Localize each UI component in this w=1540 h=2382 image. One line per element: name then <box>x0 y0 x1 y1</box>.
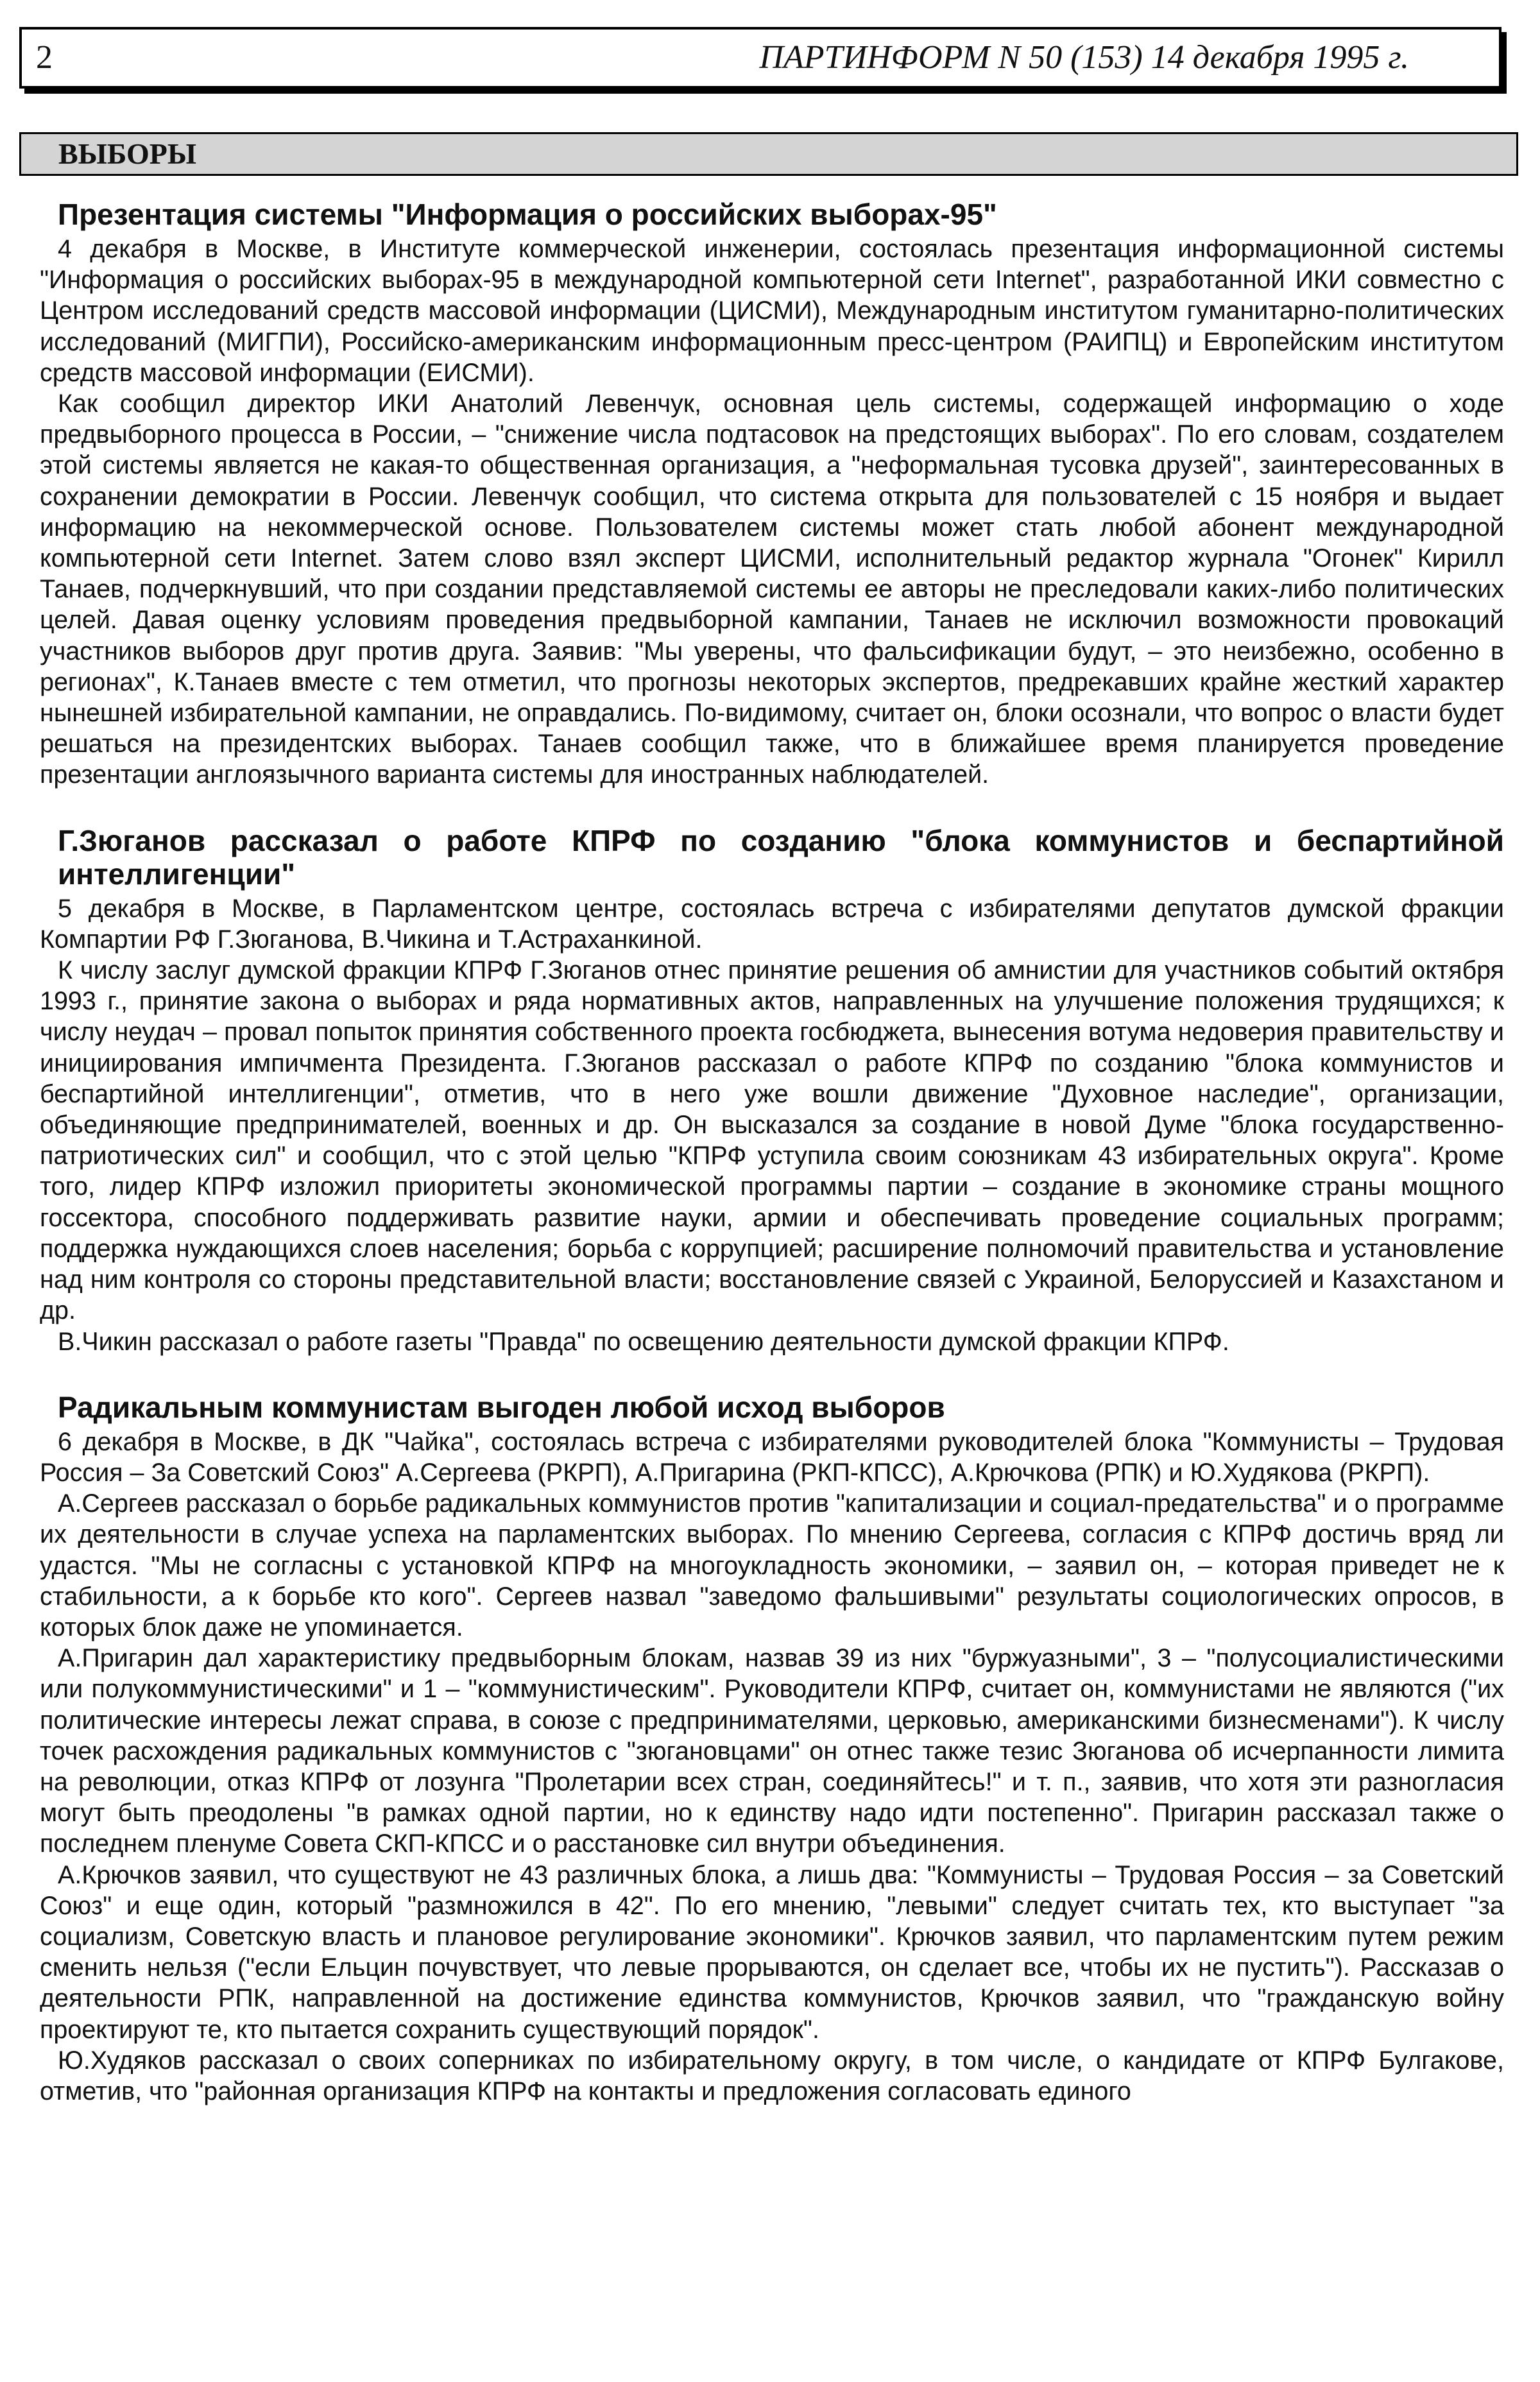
article-paragraph: А.Сергеев рассказал о борьбе радикальных коммунистов против "капитализации и социал-предательства" и о программе их деятельности в случае успеха на парламентских выборах. По мнению Сергеева, согласия с КПРФ достичь вряд ли удастся. "Мы не согласны с установкой КПРФ на многоукладность экономики, – заявил он, – которая приведет не к стабильности, а к борьбе кто кого". Сергеев назвал "заведомо фальшивыми" результаты социологических опросов, в которых блок даже не упоминается. <box>40 1489 1504 1641</box>
article-paragraph: В.Чикин рассказал о работе газеты "Правда" по освещению деятельности думской фракции КПРФ. <box>58 1327 1229 1356</box>
article-paragraph: 6 декабря в Москве, в ДК "Чайка", состоялась встреча с избирателями руководителей блока "Коммунисты – Трудовая Россия – За Советский Союз" А.Сергеева (РКРП), А.Пригарина (РКП-КПСС), А.Крючкова (РПК) и Ю.Худякова (РКРП). <box>40 1427 1504 1487</box>
article-paragraph: Ю.Худяков рассказал о своих соперниках по избирательному округу, в том числе, о кандидате от КПРФ Булгакове, отметив, что "районная организация КПРФ на контакты и предложения согласовать единого <box>40 2046 1504 2105</box>
article-headline: Радикальным коммунистам выгоден любой исход выборов <box>58 1390 945 1424</box>
article <box>40 198 1504 791</box>
article-headline: Г.Зюганов рассказал о работе КПРФ по созданию "блока коммунистов и беспартийной интеллигенции" <box>58 823 1504 891</box>
article-headline: Презентация системы "Информация о российских выборах-95" <box>58 198 997 231</box>
publication-title: ПАРТИНФОРМ N 50 (153) 14 декабря 1995 г. <box>759 39 1409 76</box>
article <box>40 1391 1504 2107</box>
article-paragraph: А.Пригарин дал характеристику предвыборным блокам, назвав 39 из них "буржуазными", 3 – "полусоциалистическими или полукоммунистическими" и 1 – "коммунистическим". Руководители КПРФ, считает он, коммунистами не являются ("их политические интересы лежат справа, в союзе с предпринимателями, церковью, американскими бизнесменами"). К числу точек расхождения радикальных коммунистов с "зюгановцами" он отнес также тезис Зюганова об исчерпанности лимита на революции, отказ КПРФ от лозунга "Пролетарии всех стран, соединяйтесь!" и т. п., заявив, что хотя эти разногласия могут быть преодолены "в рамках одной партии, но к единству надо идти постепенно". Пригарин рассказал также о последнем пленуме Совета СКП-КПСС и о расстановке сил внутри объединения. <box>40 1644 1504 1858</box>
article-paragraph: 4 декабря в Москве, в Институте коммерческой инженерии, состоялась презентация информационной системы "Информация о российских выборах-95 в международной компьютерной сети Internet", разработанной ИКИ совместно с Центром исследований средств массовой информации (ЦИСМИ), Международным институтом гуманитарно-политических исследований (МИГПИ), Российско-американским информационным пресс-центром (РАИПЦ) и Европейским институтом средств массовой информации (ЕИСМИ). <box>40 235 1504 387</box>
article-column <box>40 198 1504 2140</box>
article-paragraph: К числу заслуг думской фракции КПРФ Г.Зюганов отнес принятие решения об амнистии для участников событий октября 1993 г., принятие закона о выборах и ряда нормативных актов, направленных на улучшение положения трудящихся; к числу неудач – провал попыток принятия собственного проекта госбюджета, вынесения вотума недоверия правительству и инициирования импичмента Президента. Г.Зюганов рассказал о работе КПРФ по созданию "блока коммунистов и беспартийной интеллигенции", отметив, что в него уже вошли движение "Духовное наследие", организации, объединяющие предпринимателей, военных и др. Он высказался за создание в новой Думе "блока государственно-патриотических сил" и сообщил, что с этой целью "КПРФ уступила своим союзникам 43 избирательных округа". Кроме того, лидер КПРФ изложил приоритеты экономической программы партии – создание в экономике страны мощного госсектора, способного поддерживать развитие науки, армии и обеспечивать проведение социальных программ; поддержка нуждающихся слоев населения; борьба с коррупцией; расширение полномочий правительства и установление над ним контроля со стороны представительной власти; восстановление связей с Украиной, Белоруссией и Казахстаном и др. <box>40 956 1504 1325</box>
article <box>40 824 1504 1357</box>
page-number: 2 <box>36 39 53 76</box>
page-header <box>19 27 1502 89</box>
article-paragraph: 5 декабря в Москве, в Парламентском центре, состоялась встреча с избирателями депутатов думской фракции Компартии РФ Г.Зюганова, В.Чикина и Т.Астраханкиной. <box>40 894 1504 954</box>
article-paragraph: Как сообщил директор ИКИ Анатолий Левенчук, основная цель системы, содержащей информацию о ходе предвыборного процесса в России, – "снижение числа подтасовок на предстоящих выборах". По его словам, создателем этой системы является не какая-то общественная организация, а "неформальная тусовка друзей", заинтересованных в сохранении демократии в России. Левенчук сообщил, что система открыта для пользователей с 15 ноября и выдает информацию на некоммерческой основе. Пользователем системы может стать любой абонент международной компьютерной сети Internet. Затем слово взял эксперт ЦИСМИ, исполнительный редактор журнала "Огонек" Кирилл Танаев, подчеркнувший, что при создании представляемой системы ее авторы не преследовали каких-либо политических целей. Давая оценку условиям проведения предвыборной кампании, Танаев не исключил возможности провокаций участников выборов друг против друга. Заявив: "Мы уверены, что фальсификации будут, – это неизбежно, особенно в регионах", К.Танаев вместе с тем отметил, что прогнозы некоторых экспертов, предрекавших крайне жесткий характер нынешней избирательной кампании, не оправдались. По-видимому, считает он, блоки осознали, что вопрос о власти будет решаться на президентских выборах. Танаев сообщил также, что в ближайшее время планируется проведение презентации англоязычного варианта системы для иностранных наблюдателей. <box>40 390 1504 789</box>
article-paragraph: А.Крючков заявил, что существуют не 43 различных блока, а лишь два: "Коммунисты – Трудовая Россия – за Советский Союз" и еще один, который "размножился в 42". По его мнению, "левыми" следует считать тех, кто выступает "за социализм, Советскую власть и плановое регулирование экономики". Крючков заявил, что парламентским путем режим сменить нельзя ("если Ельцин почувствует, что левые прорываются, он сделает все, чтобы их не пустить"). Рассказав о деятельности РПК, направленной на достижение единства коммунистов, Крючков заявил, что "гражданскую войну проектируют те, кто пытается сохранить существующий порядок". <box>40 1860 1504 2044</box>
section-title: ВЫБОРЫ <box>19 132 1518 176</box>
